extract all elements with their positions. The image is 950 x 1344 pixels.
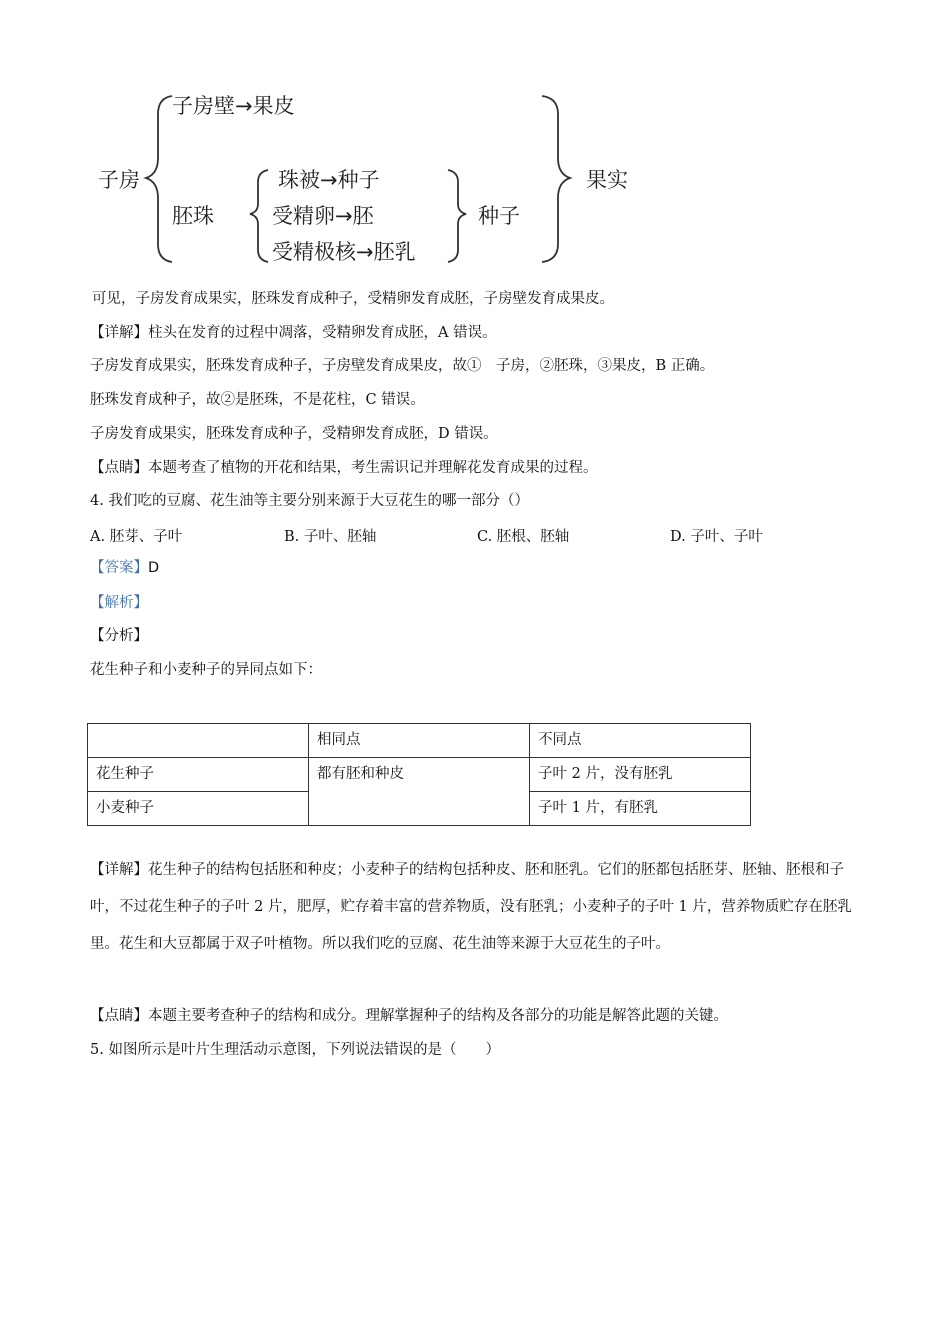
conclusion-line: 可见，子房发育成果实，胚珠发育成种子，受精卵发育成胚，子房壁发育成果皮。 bbox=[92, 291, 614, 307]
integument-to-seedcoat: 珠被→种子 bbox=[278, 168, 380, 192]
row-wheat-name: 小麦种子 bbox=[88, 792, 309, 826]
ovary-wall-to-peel: 子房壁→果皮 bbox=[172, 94, 295, 118]
tip-paragraph: 【点睛】本题主要考查种子的结构和成分。理解掌握种子的结构及各部分的功能是解答此题的关键。 bbox=[90, 1008, 728, 1024]
detail-paragraph: 【详解】花生种子的结构包括胚和种皮；小麦种子的结构包括种皮、胚和胚乳。它们的胚都包括胚芽、胚轴、胚根和子叶，不过花生种子的子叶 2 片，肥厚，贮存着丰富的营养物质，没有胚乳；小麦种子的子叶 1 片，营养物质贮存在胚乳里。花生和大豆都属于双子叶植物。所以我们吃的豆腐、花生油等来源于大豆花生的子叶。 bbox=[90, 862, 852, 952]
row-peanut-name: 花生种子 bbox=[88, 758, 309, 792]
q4-option-d: D. 子叶、子叶 bbox=[670, 529, 763, 545]
header-same: 相同点 bbox=[309, 724, 530, 758]
q4-answer-row bbox=[90, 558, 159, 578]
detail-b: 子房发育成果实，胚珠发育成种子，子房壁发育成果皮，故① 子房，②胚珠，③果皮，B 正确。 bbox=[90, 358, 715, 374]
row-wheat-diff: 子叶 1 片，有胚乳 bbox=[530, 792, 751, 826]
detail-d: 子房发育成果实，胚珠发育成种子，受精卵发育成胚，D 错误。 bbox=[90, 426, 498, 442]
answer-label: 【答案】 bbox=[90, 560, 148, 576]
table-intro: 花生种子和小麦种子的异同点如下： bbox=[90, 662, 322, 678]
ovary-development-diagram bbox=[92, 86, 652, 271]
q4-stem: 4. 我们吃的豆腐、花生油等主要分别来源于大豆花生的哪一部分（） bbox=[90, 493, 529, 509]
answer-value: D bbox=[148, 560, 160, 576]
table-row bbox=[88, 758, 751, 792]
egg-to-embryo: 受精卵→胚 bbox=[272, 204, 374, 228]
inner-left-brace bbox=[250, 170, 268, 262]
seed-comparison-table bbox=[87, 723, 751, 826]
ovule-label: 胚珠 bbox=[172, 204, 214, 228]
polar-to-endosperm: 受精极核→胚乳 bbox=[272, 240, 416, 264]
header-diff: 不同点 bbox=[530, 724, 751, 758]
q4-option-b: B. 子叶、胚轴 bbox=[284, 529, 377, 545]
q4-option-c: C. 胚根、胚轴 bbox=[477, 529, 570, 545]
seed-label: 种子 bbox=[478, 204, 520, 228]
analysis-label: 【解析】 bbox=[90, 595, 148, 611]
header-empty bbox=[88, 724, 309, 758]
ovary-label: 子房 bbox=[98, 168, 140, 192]
left-brace bbox=[146, 96, 172, 262]
inner-right-brace bbox=[448, 170, 466, 262]
row-peanut-diff: 子叶 2 片，没有胚乳 bbox=[530, 758, 751, 792]
detail-c: 胚珠发育成种子，故②是胚珠，不是花柱，C 错误。 bbox=[90, 392, 425, 408]
fenxi-label: 【分析】 bbox=[90, 628, 148, 644]
tip-line: 【点睛】本题考查了植物的开花和结果，考生需识记并理解花发育成果的过程。 bbox=[90, 460, 598, 476]
fruit-label: 果实 bbox=[586, 168, 628, 192]
right-brace bbox=[542, 96, 570, 262]
detail-a: 【详解】柱头在发育的过程中凋落，受精卵发育成胚，A 错误。 bbox=[90, 325, 497, 341]
table-header-row bbox=[88, 724, 751, 758]
q5-stem: 5. 如图所示是叶片生理活动示意图，下列说法错误的是（ ） bbox=[90, 1042, 500, 1058]
row-same-cell: 都有胚和种皮 bbox=[309, 758, 530, 826]
q4-option-a: A. 胚芽、子叶 bbox=[90, 529, 183, 545]
